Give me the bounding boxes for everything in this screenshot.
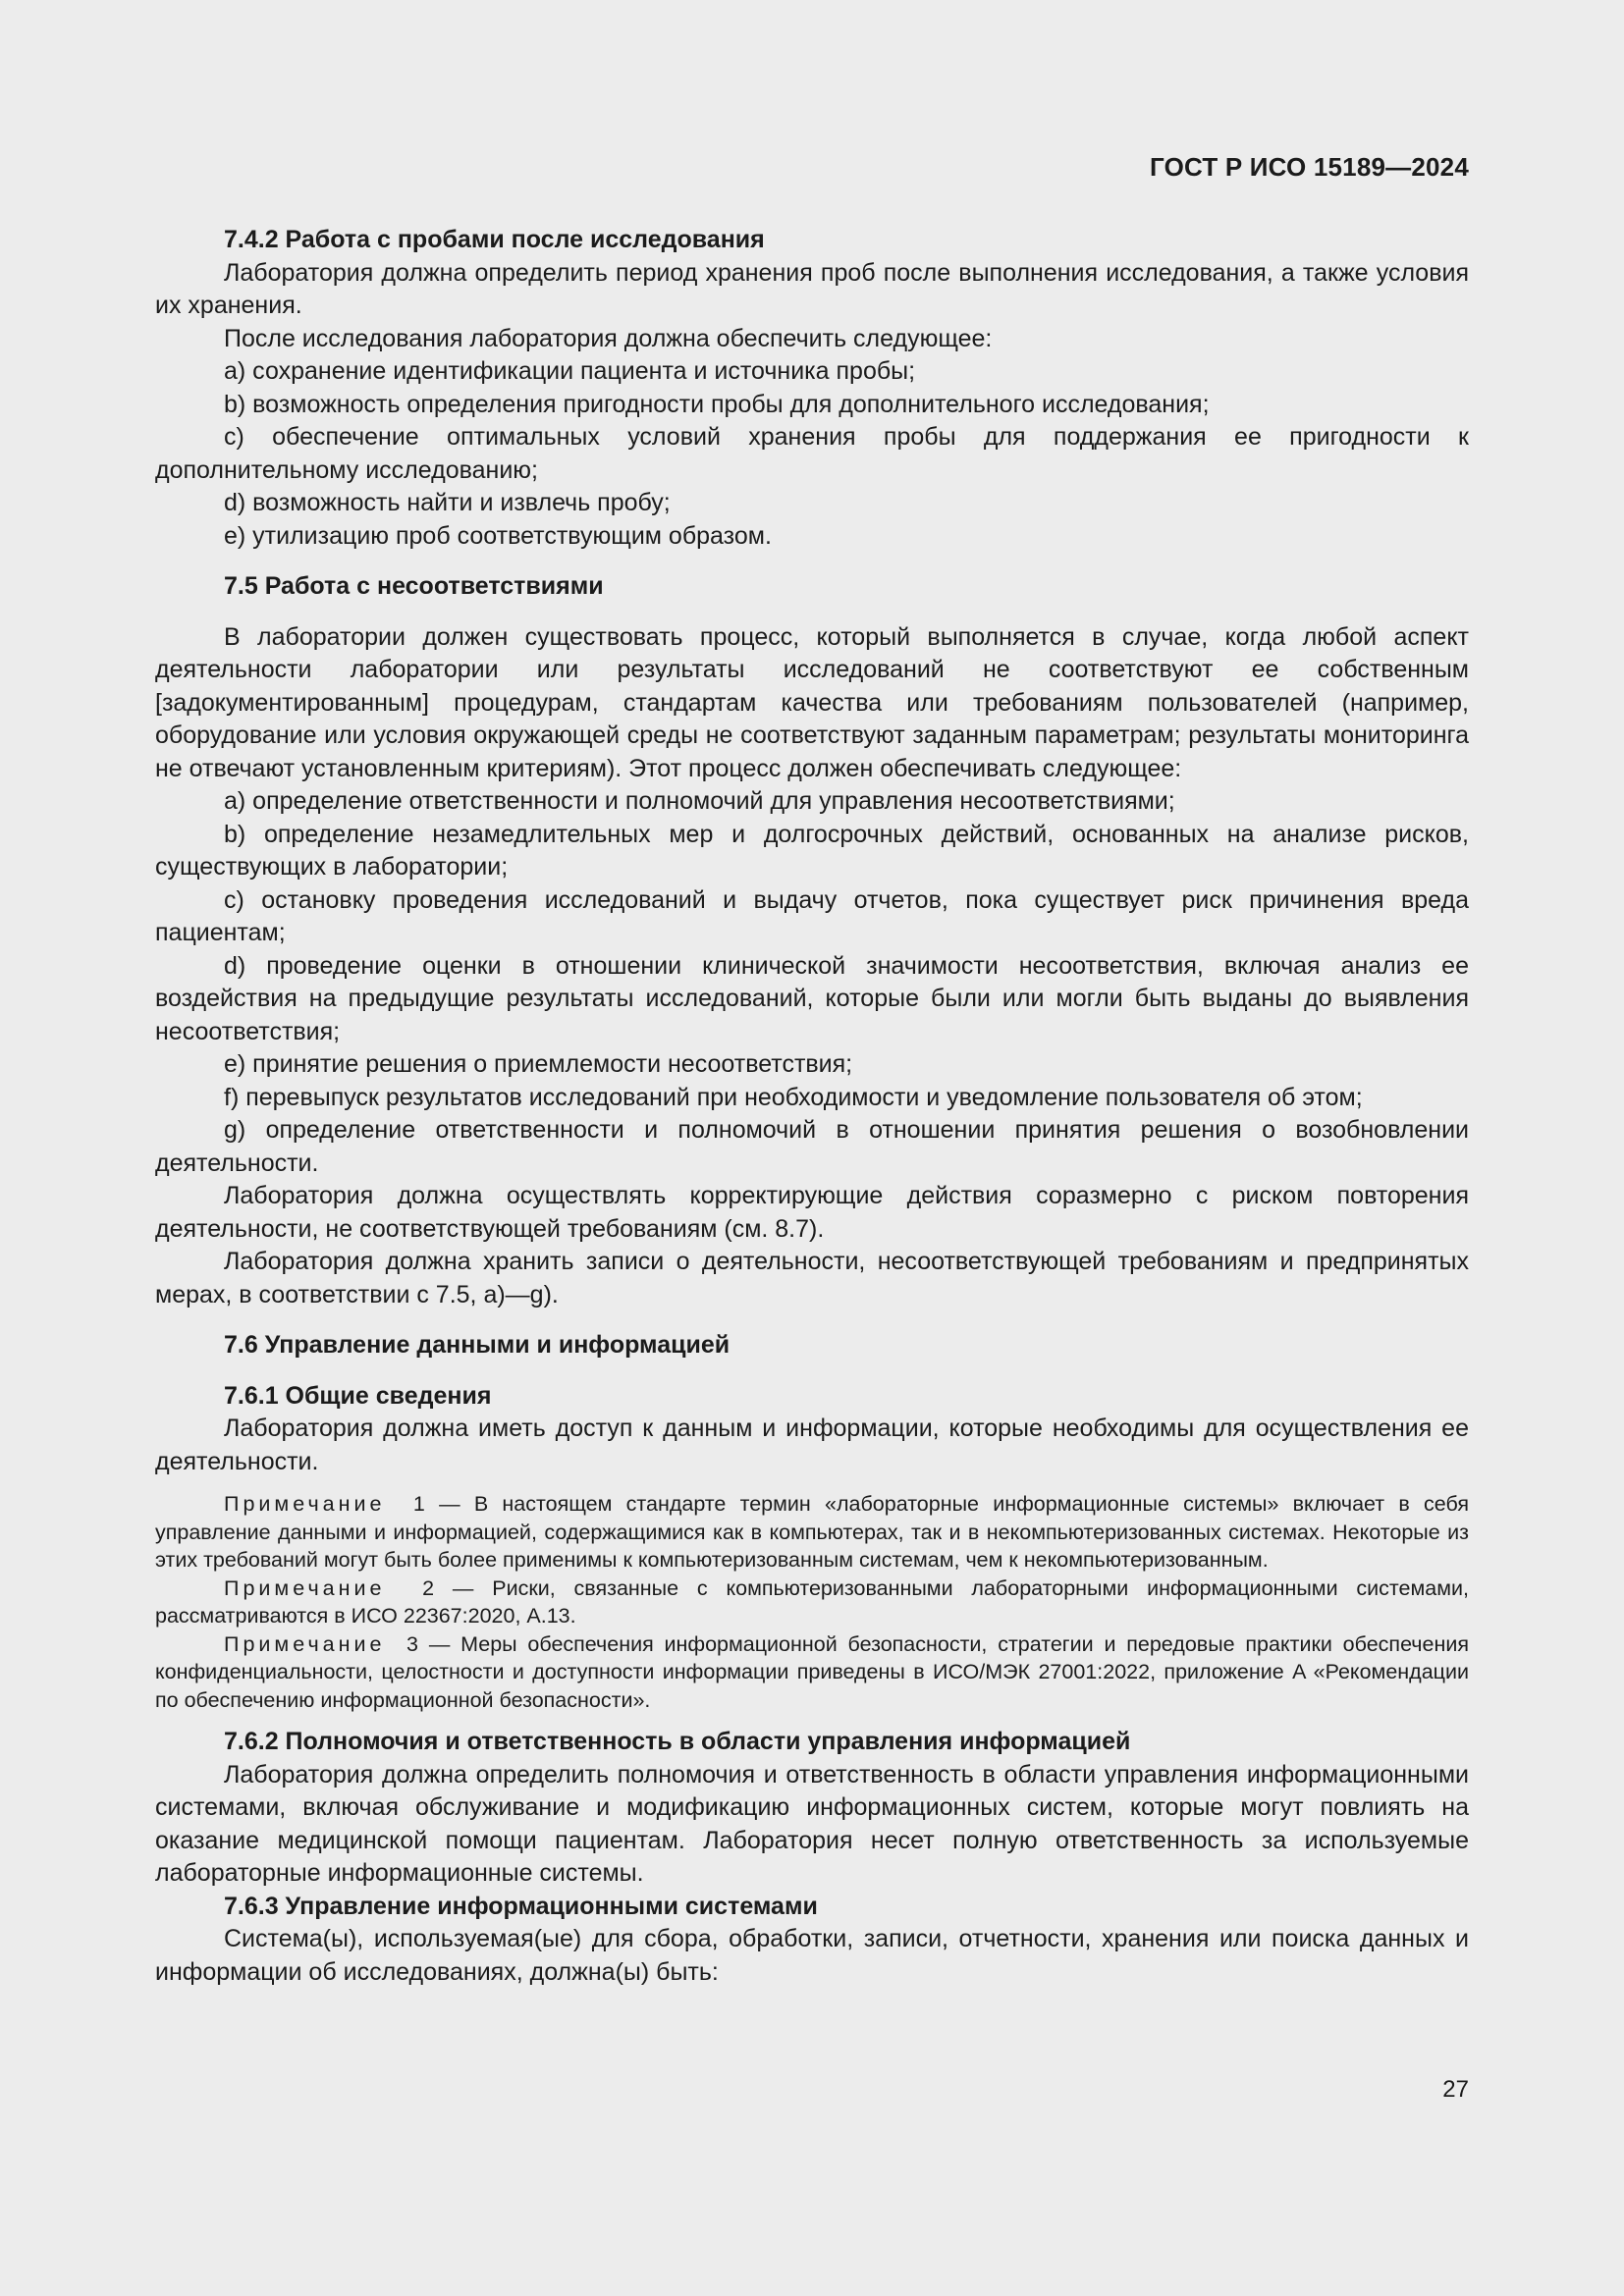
heading-7-4-2: 7.4.2 Работа с пробами после исследования (224, 226, 765, 253)
paragraph: После исследования лаборатория должна обеспечить следующее: (224, 324, 993, 352)
list-item: c) остановку проведения исследований и выдачу отчетов, пока существует риск причинения вреда пациентам; (155, 885, 1469, 946)
list-item: g) определение ответственности и полномочий в отношении принятия решения о возобновлении деятельности. (155, 1116, 1469, 1177)
heading-7-6: 7.6 Управление данными и информацией (224, 1331, 731, 1359)
list-item: a) определение ответственности и полномочий для управления несоответствиями; (224, 787, 1175, 815)
list-item: d) возможность найти и извлечь пробу; (224, 489, 671, 516)
note-text: — Меры обеспечения информационной безопасности, стратегии и передовые практики обеспечения конфиденциальности, целостности и доступности информации приведены в ИСО/МЭК 27001:2022, приложение A «Рекомендации по обеспечению информационной безопасности». (155, 1631, 1469, 1712)
note-text: — Риски, связанные с компьютеризованными лабораторными информационными системами, рассматриваются в ИСО 22367:2020, A.13. (155, 1575, 1469, 1628)
paragraph: Система(ы), используемая(ые) для сбора, обработки, записи, отчетности, хранения или поиска данных и информации об исследованиях, должна(ы) быть: (155, 1925, 1469, 1986)
page-content (155, 224, 1469, 1989)
paragraph: Лаборатория должна определить полномочия и ответственность в области управления информационными системами, включая обслуживание и модификацию информационных систем, которые могут повлиять на оказание медицинской помощи пациентам. Лаборатория несет полную ответственность за используемые лабораторные информационные системы. (155, 1760, 1469, 1887)
document-id: ГОСТ Р ИСО 15189—2024 (1149, 152, 1469, 182)
note-label: Примечание (224, 1492, 386, 1516)
list-item: e) принятие решения о приемлемости несоответствия; (224, 1050, 853, 1078)
note-label: Примечание (224, 1631, 386, 1656)
note-number: 2 (422, 1575, 435, 1600)
note-number: 1 (412, 1492, 425, 1516)
heading-7-5: 7.5 Работа с несоответствиями (224, 572, 604, 600)
list-item: a) сохранение идентификации пациента и источника пробы; (224, 357, 916, 385)
note-label: Примечание (224, 1575, 386, 1600)
list-item: d) проведение оценки в отношении клинической значимости несоответствия, включая анализ ее воздействия на предыдущие результаты исследований, которые были или могли быть выданы до выявления несоответствия; (155, 951, 1469, 1045)
paragraph: Лаборатория должна осуществлять корректирующие действия соразмерно с риском повторения деятельности, не соответствующей требованиям (см. 8.7). (155, 1182, 1469, 1243)
list-item: c) обеспечение оптимальных условий хранения пробы для поддержания ее пригодности к дополнительному исследованию; (155, 423, 1469, 484)
page-number: 27 (1442, 2076, 1469, 2103)
note-1 (155, 1490, 1469, 1575)
note-text: — В настоящем стандарте термин «лабораторные информационные системы» включает в себя управление данными и информацией, содержащимися как в компьютерах, так и в некомпьютеризованных системах. Некоторые из этих требований могут быть более применимы к компьютеризованным системам, чем к некомпьютеризованным. (155, 1492, 1469, 1572)
note-3 (155, 1630, 1469, 1715)
list-item: f) перевыпуск результатов исследований при необходимости и уведомление пользователя об этом; (224, 1083, 1363, 1111)
paragraph: Лаборатория должна иметь доступ к данным и информации, которые необходимы для осуществления ее деятельности. (155, 1415, 1469, 1475)
paragraph: В лаборатории должен существовать процесс, который выполняется в случае, когда любой аспект деятельности лаборатории или результаты исследований не соответствуют ее собственным [задокументированным] процедурам, стандартам качества или требованиям пользователей (например, оборудование или условия окружающей среды не соответствуют заданным параметрам; результаты мониторинга не отвечают установленным критериям). Этот процесс должен обеспечивать следующее: (155, 622, 1469, 782)
note-2 (155, 1575, 1469, 1630)
paragraph: Лаборатория должна хранить записи о деятельности, несоответствующей требованиям и предпринятых мерах, в соответствии с 7.5, a)—g). (155, 1248, 1469, 1308)
note-number: 3 (406, 1631, 419, 1656)
heading-7-6-1: 7.6.1 Общие сведения (224, 1381, 492, 1410)
list-item: b) определение незамедлительных мер и долгосрочных действий, основанных на анализе рисков, существующих в лаборатории; (155, 820, 1469, 881)
list-item: b) возможность определения пригодности пробы для дополнительного исследования; (224, 390, 1210, 418)
heading-7-6-2: 7.6.2 Полномочия и ответственность в области управления информацией (224, 1728, 1131, 1755)
heading-7-6-3: 7.6.3 Управление информационными системами (224, 1892, 818, 1920)
list-item: e) утилизацию проб соответствующим образом. (224, 521, 772, 550)
paragraph: Лаборатория должна определить период хранения проб после выполнения исследования, а также условия их хранения. (155, 258, 1469, 319)
